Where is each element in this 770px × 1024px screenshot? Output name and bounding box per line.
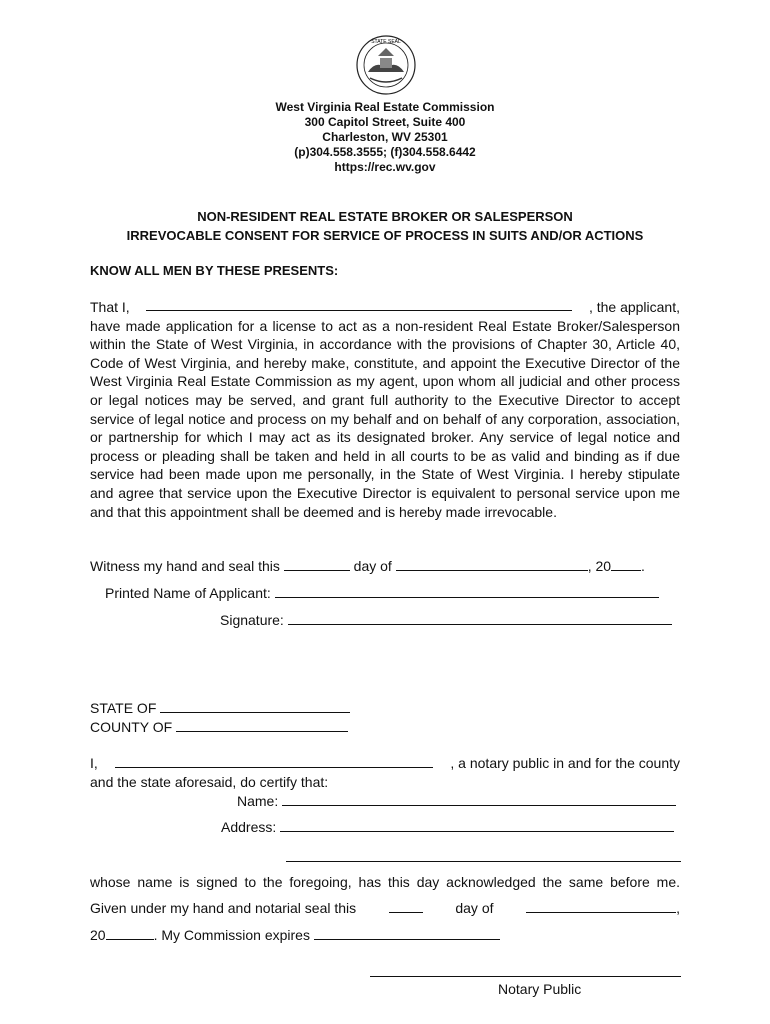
- commission-year-blank[interactable]: [106, 927, 154, 940]
- name-row: [237, 793, 676, 809]
- county-of-label: COUNTY OF: [90, 719, 173, 735]
- address-blank-2[interactable]: [286, 848, 681, 862]
- commission-label: . My Commission expires: [153, 927, 310, 943]
- org-phone: (p)304.558.3555; (f)304.558.6442: [294, 145, 476, 159]
- printed-name-label: Printed Name of Applicant:: [105, 585, 271, 601]
- witness-prefix: Witness my hand and seal this: [90, 558, 280, 574]
- state-of-row: [90, 700, 350, 716]
- address-label: Address:: [221, 819, 277, 835]
- notary-i-label: I,: [90, 755, 98, 771]
- name-blank[interactable]: [282, 793, 676, 806]
- know-all-men: KNOW ALL MEN BY THESE PRESENTS:: [90, 263, 339, 278]
- consent-paragraph: [90, 298, 680, 521]
- address-blank[interactable]: [280, 819, 674, 832]
- signature-row: [220, 612, 672, 628]
- address-row: [221, 819, 674, 835]
- certify-text: and the state aforesaid, do certify that:: [90, 774, 329, 790]
- svg-text:STATE SEAL: STATE SEAL: [371, 39, 401, 45]
- notary-i-row: [90, 755, 680, 771]
- commission-expires-blank[interactable]: [314, 927, 500, 940]
- state-of-label: STATE OF: [90, 700, 157, 716]
- given-month-blank[interactable]: [526, 900, 676, 913]
- commission-twenty: 20: [90, 927, 106, 943]
- form-title-line1: NON-RESIDENT REAL ESTATE BROKER OR SALESPERSON: [197, 209, 573, 224]
- witness-line: [90, 558, 645, 574]
- that-i-label: That I,: [90, 299, 130, 315]
- county-of-row: [90, 719, 348, 735]
- org-name: West Virginia Real Estate Commission: [275, 100, 495, 114]
- witness-month-blank[interactable]: [396, 558, 588, 571]
- org-street: 300 Capitol Street, Suite 400: [304, 115, 466, 129]
- name-label: Name:: [237, 793, 279, 809]
- witness-day-blank[interactable]: [284, 558, 350, 571]
- witness-year-prefix: , 20: [587, 558, 612, 574]
- witness-year-blank[interactable]: [611, 558, 641, 571]
- printed-name-row: [105, 585, 659, 601]
- given-comma: ,: [676, 900, 680, 916]
- signature-blank[interactable]: [288, 612, 672, 625]
- notary-name-blank[interactable]: [115, 755, 433, 768]
- whose-name-text: whose name is signed to the foregoing, has this day acknowledged the same before me.: [90, 874, 680, 890]
- commission-row: [90, 927, 500, 943]
- signature-label: Signature:: [220, 612, 284, 628]
- printed-name-blank[interactable]: [275, 585, 659, 598]
- witness-day-of: day of: [353, 558, 392, 574]
- given-day-blank[interactable]: [389, 900, 423, 913]
- notary-public-label: Notary Public: [498, 981, 582, 997]
- given-day-of: day of: [455, 900, 494, 916]
- org-website: https://rec.wv.gov: [334, 160, 436, 174]
- consent-text: have made application for a license to act as a non-resident Real Estate Broker/Salesperson within the State of West Virginia, in accordance with the provisions of Chapter 30, Article 40, Code of West Virginia, and hereby make, constitute, and appoint the Executive Director of the West Virginia Real Estate Commission as my agent, upon whom all judicial and other process or legal notices may be served, and grant full authority to the Executive Director to accept service of legal notice and process on my behalf and on behalf of any corporation, association, or partnership for which I may act as its designated broker. Any service of legal notice and process or pleading shall be taken and held in all courts to be as valid and binding as if due service had been made upon me personally, in the State of West Virginia. I hereby stipulate and agree that service upon the Executive Director is equivalent to personal service upon me and that this appointment shall be deemed and is hereby made irrevocable.: [90, 317, 680, 520]
- given-under-row: [90, 900, 680, 916]
- org-city: Charleston, WV 25301: [322, 130, 448, 144]
- the-applicant-label: , the applicant,: [588, 299, 680, 315]
- state-seal-icon: [356, 34, 416, 96]
- notary-signature-blank[interactable]: [370, 963, 681, 977]
- applicant-name-blank[interactable]: [146, 298, 572, 311]
- witness-period: .: [641, 558, 645, 574]
- given-under-label: Given under my hand and notarial seal this: [90, 900, 357, 916]
- state-of-blank[interactable]: [160, 700, 350, 713]
- county-of-blank[interactable]: [176, 719, 348, 732]
- notary-text: , a notary public in and for the county: [450, 755, 680, 771]
- form-title-line2: IRREVOCABLE CONSENT FOR SERVICE OF PROCESS IN SUITS AND/OR ACTIONS: [126, 228, 644, 243]
